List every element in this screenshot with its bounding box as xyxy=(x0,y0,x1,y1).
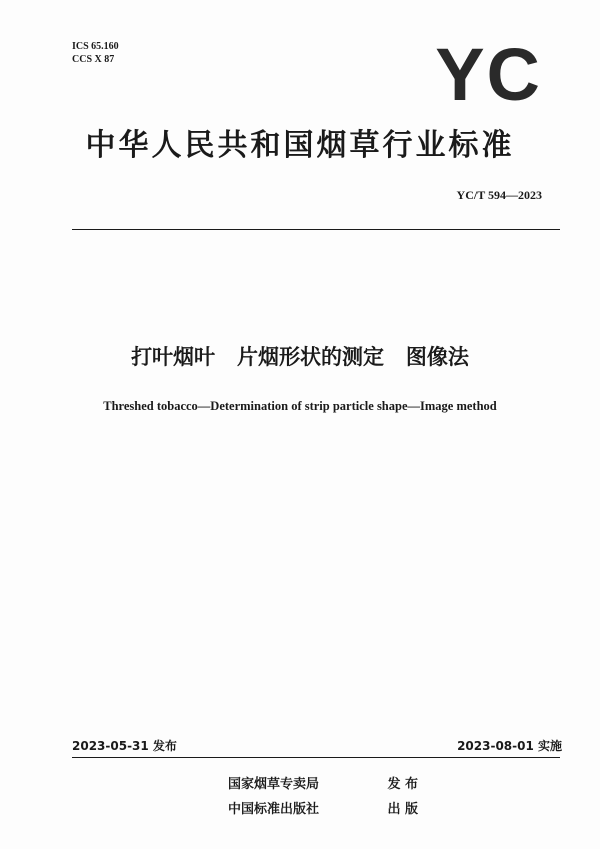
issuer-name: 国家烟草专卖局 xyxy=(228,777,320,792)
implementation-date: 2023-08-01 实施 xyxy=(457,739,562,753)
ics-code: ICS 65.160 xyxy=(72,41,119,52)
industry-standard-title: 中华人民共和国烟草行业标准 xyxy=(85,128,515,163)
issuer-name: 中国标准出版社 xyxy=(228,802,320,817)
issuer-row-press xyxy=(228,798,418,817)
issuer-role: 发 布 xyxy=(387,777,418,792)
issue-date: 2023-05-31 发布 xyxy=(72,739,177,753)
yc-logo: YC xyxy=(435,33,542,116)
footer-divider xyxy=(72,757,560,758)
issuer-role: 出 版 xyxy=(387,802,418,817)
document-title-english: Threshed tobacco—Determination of strip particle shape—Image method xyxy=(103,399,497,413)
header-divider xyxy=(72,229,560,230)
standard-number: YC/T 594—2023 xyxy=(456,188,542,202)
issuer-row-publisher xyxy=(228,773,418,792)
ccs-code: CCS X 87 xyxy=(72,54,115,65)
classification-codes xyxy=(72,40,119,66)
document-title-chinese: 打叶烟叶 片烟形状的测定 图像法 xyxy=(131,345,469,369)
